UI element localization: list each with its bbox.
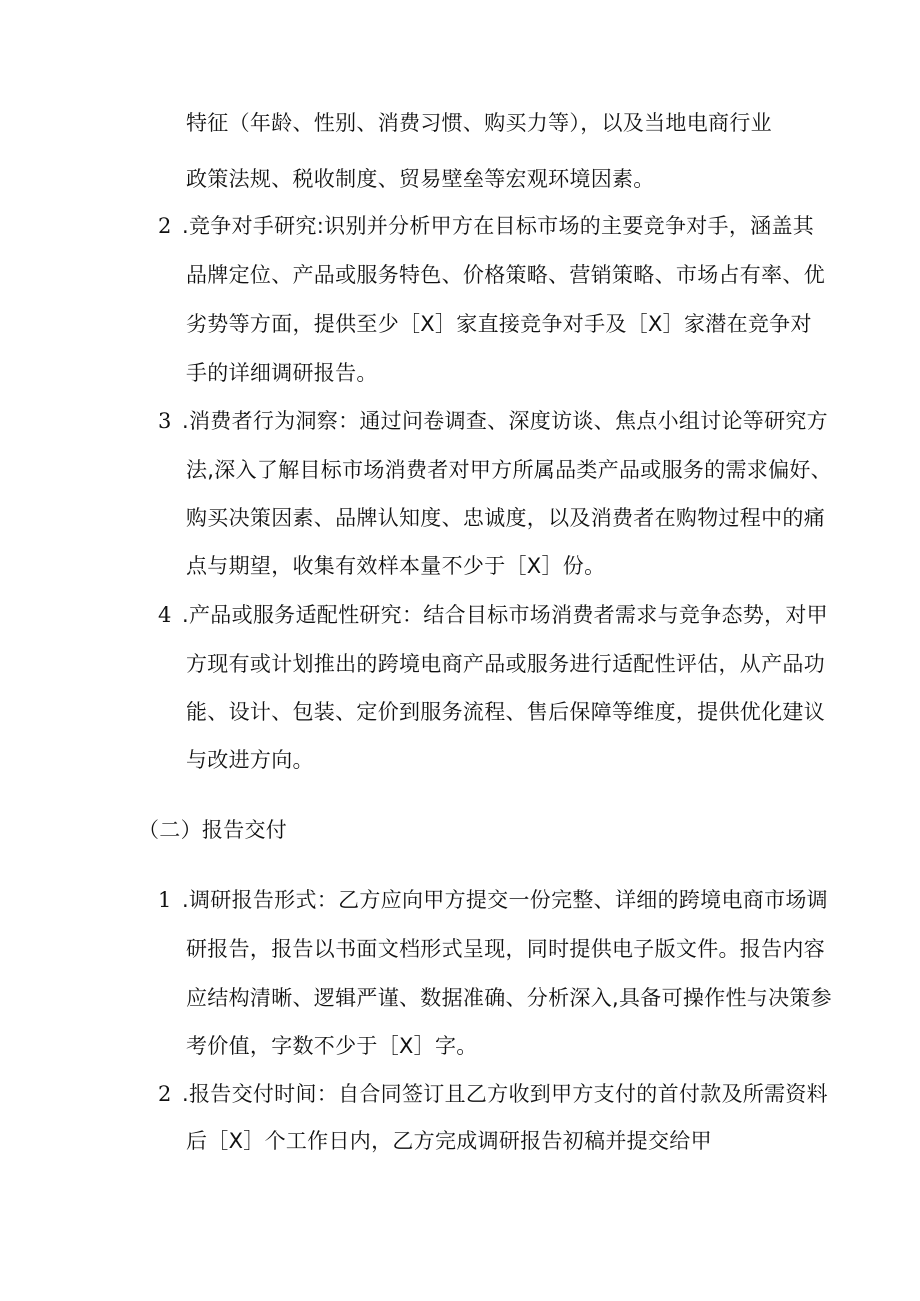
list-item-line: .产品或服务适配性研究：结合目标市场消费者需求与竞争态势，对甲 xyxy=(182,603,828,627)
list-item-number: 3 xyxy=(158,409,172,433)
list-item-line: 后［X］个工作日内，乙方完成调研报告初稿并提交给甲 xyxy=(186,1129,712,1153)
list-item-line: 研报告，报告以书面文档形式呈现，同时提供电子版文件。报告内容 xyxy=(186,937,825,961)
list-item-line: 能、设计、包装、定价到服务流程、售后保障等维度，提供优化建议 xyxy=(186,700,825,724)
list-item-line: 考价值，字数不少于［X］字。 xyxy=(186,1034,478,1058)
paragraph-line: 特征（年龄、性别、消费习惯、购买力等），以及当地电商行业 xyxy=(186,111,772,135)
list-item-line: 应结构清晰、逻辑严谨、数据准确、分析深入,具备可操作性与决策参 xyxy=(186,986,832,1010)
list-item-number: 1 xyxy=(158,888,172,912)
list-item-line: 与改进方向。 xyxy=(186,748,314,772)
list-item-line: 购买决策因素、品牌认知度、忠诚度，以及消费者在购物过程中的痛 xyxy=(186,506,825,530)
list-item-line: 方现有或计划推出的跨境电商产品或服务进行适配性评估，从产品功 xyxy=(186,652,825,676)
list-item-research-3 xyxy=(158,406,828,436)
list-item-line: 点与期望，收集有效样本量不少于［X］份。 xyxy=(186,554,606,578)
section-heading: （二）报告交付 xyxy=(138,818,288,842)
paragraph-line: 政策法规、税收制度、贸易壁垒等宏观环境因素。 xyxy=(186,167,655,191)
list-item-line: .调研报告形式：乙方应向甲方提交一份完整、详细的跨境电商市场调 xyxy=(182,888,828,912)
list-item-number: 2 xyxy=(158,214,172,238)
list-item-line: .报告交付时间：自合同签订且乙方收到甲方支付的首付款及所需资料 xyxy=(182,1082,828,1106)
list-item-line: 手的详细调研报告。 xyxy=(186,361,378,385)
list-item-number: 2 xyxy=(158,1082,172,1106)
list-item-line: 法,深入了解目标市场消费者对甲方所属品类产品或服务的需求偏好、 xyxy=(186,458,832,482)
list-item-delivery-1 xyxy=(158,885,828,915)
list-item-line: .竞争对手研究:识别并分析甲方在目标市场的主要竞争对手，涵盖其 xyxy=(182,214,815,238)
list-item-delivery-2 xyxy=(158,1079,828,1109)
list-item-line: 劣势等方面，提供至少［X］家直接竞争对手及［X］家潜在竞争对 xyxy=(186,312,812,336)
list-item-line: 品牌定位、产品或服务特色、价格策略、营销策略、市场占有率、优 xyxy=(186,263,825,287)
list-item-research-4 xyxy=(158,600,828,630)
list-item-number: 4 xyxy=(158,603,172,627)
list-item-line: .消费者行为洞察：通过问卷调查、深度访谈、焦点小组讨论等研究方 xyxy=(182,409,828,433)
list-item-research-2 xyxy=(158,211,814,241)
